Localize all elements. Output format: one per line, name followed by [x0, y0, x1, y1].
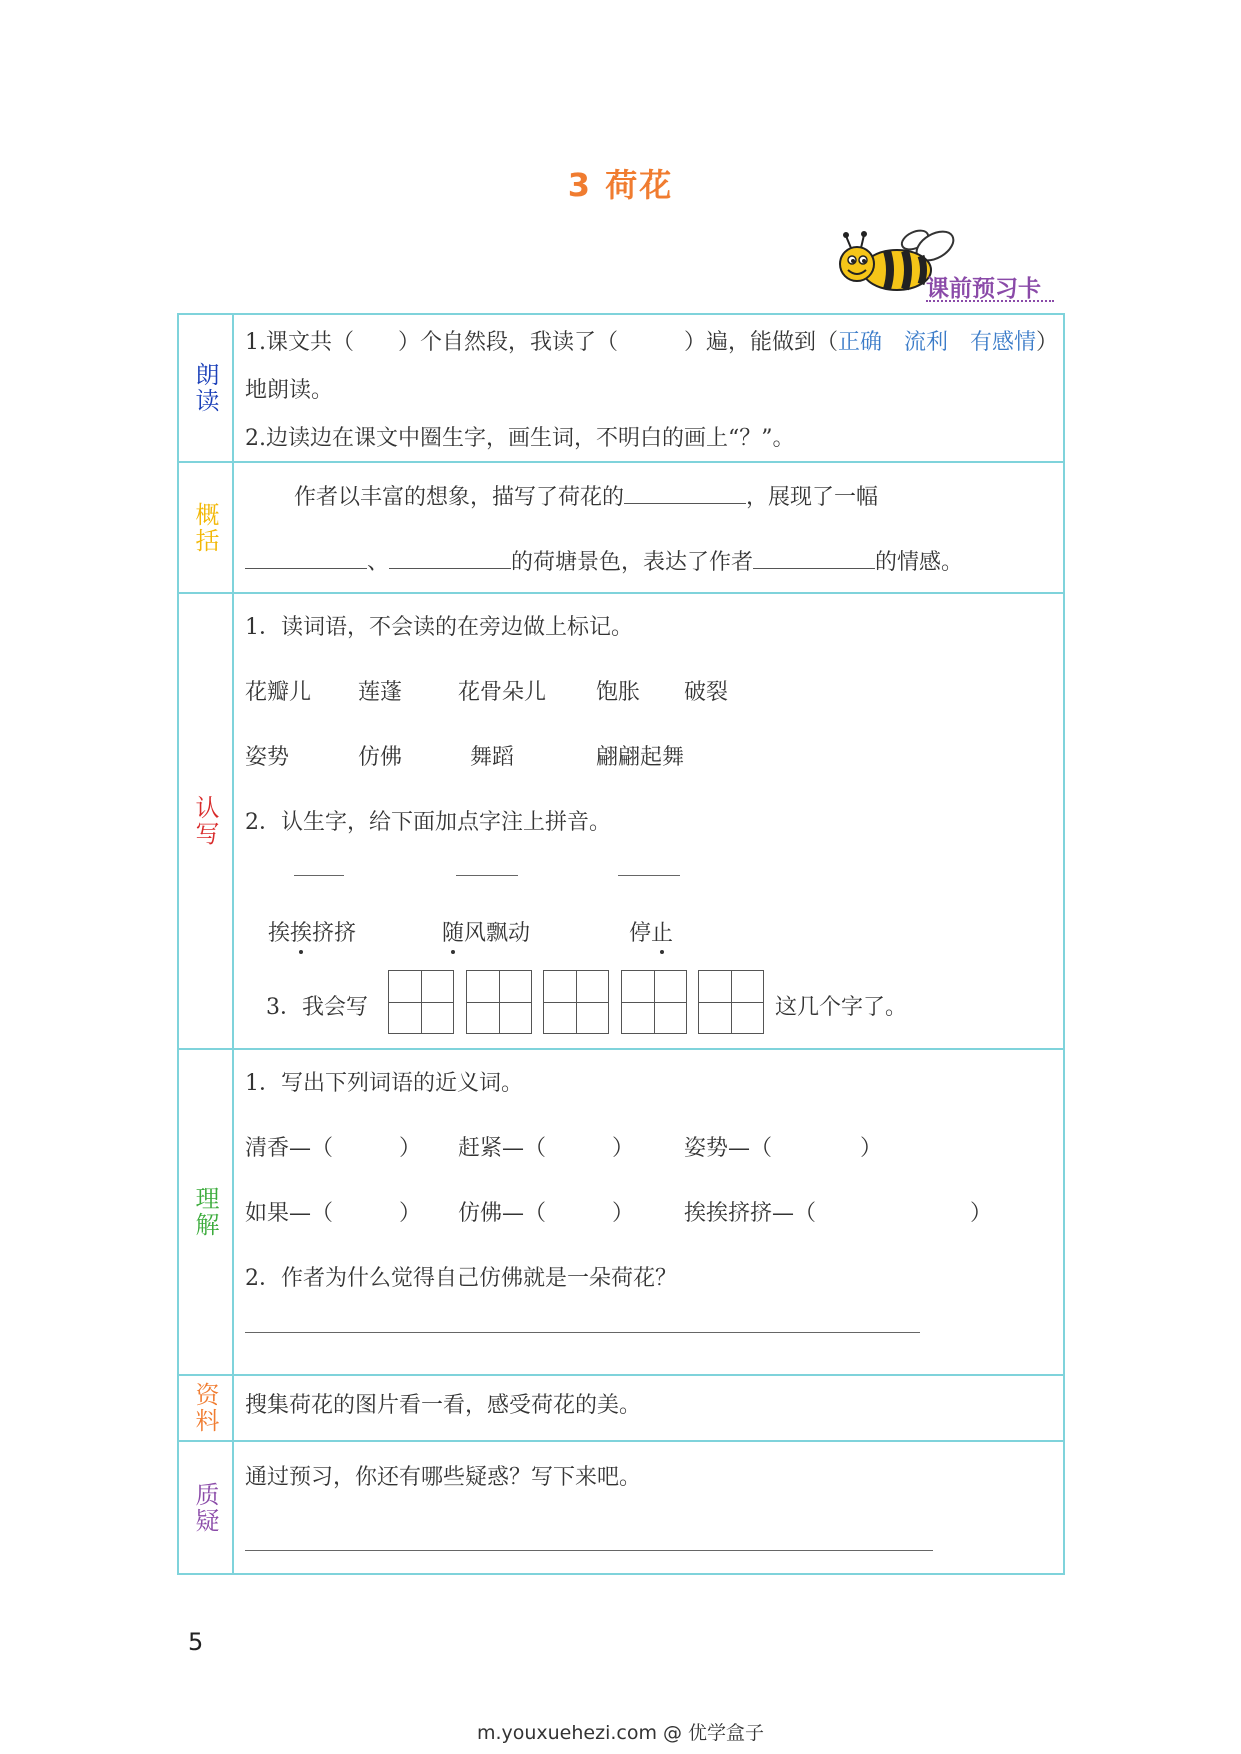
section-label-questions: 质疑 — [179, 1442, 234, 1573]
section-read-write — [179, 594, 1063, 1050]
word: 花瓣儿 — [245, 680, 312, 705]
writing-grid[interactable] — [543, 970, 609, 1034]
writing-grid[interactable] — [466, 970, 532, 1034]
section-content-questions — [234, 1442, 1063, 1573]
question-3-end: 这几个字了。 — [775, 995, 908, 1020]
synonym-item: 挨挨挤挤—（ ） — [684, 1201, 993, 1226]
section-label-read-write: 认写 — [179, 594, 234, 1048]
word: 饱胀 — [596, 680, 641, 705]
section-label-materials: 资料 — [179, 1376, 234, 1440]
word: 莲蓬 — [358, 680, 403, 705]
section-content-materials — [234, 1376, 1063, 1440]
question-1: 1．读词语，不会读的在旁边做上标记。 — [245, 615, 633, 640]
questions-text: 通过预习，你还有哪些疑惑？写下来吧。 — [245, 1465, 642, 1490]
badge-underline — [926, 300, 1054, 302]
blank-line[interactable] — [624, 485, 746, 504]
question-2: 2．作者为什么觉得自己仿佛就是一朵荷花？ — [245, 1266, 677, 1291]
word: 姿势 — [245, 745, 290, 770]
section-summary — [179, 463, 1063, 594]
blank-line[interactable] — [389, 550, 511, 569]
reading-line-3: 2.边读边在课文中圈生字，画生词，不明白的画上“？”。 — [245, 426, 795, 451]
section-content-reading — [234, 315, 1063, 461]
badge-text: 课前预习卡 — [926, 276, 1041, 302]
materials-text: 搜集荷花的图片看一看，感受荷花的美。 — [245, 1393, 642, 1418]
word: 翩翩起舞 — [596, 745, 685, 770]
writing-grid[interactable] — [621, 970, 687, 1034]
section-content-understanding — [234, 1050, 1063, 1374]
section-materials — [179, 1376, 1063, 1442]
blank-line[interactable] — [245, 550, 367, 569]
section-questions — [179, 1442, 1063, 1573]
word: 舞蹈 — [470, 745, 515, 770]
pinyin-blank[interactable] — [456, 875, 518, 876]
writing-grid[interactable] — [698, 970, 764, 1034]
section-content-read-write — [234, 594, 1063, 1048]
section-label-reading: 朗读 — [179, 315, 234, 461]
summary-line-2: 、 的荷塘景色，表达了作者 的情感。 — [245, 545, 963, 576]
synonym-item: 如果—（ ） — [245, 1201, 422, 1226]
page-title: 3 荷花 — [567, 166, 674, 204]
answer-line[interactable] — [245, 1332, 920, 1333]
synonym-item: 清香—（ ） — [245, 1136, 422, 1161]
reading-line-1: 1.课文共（ ）个自然段，我读了（ ）遍，能做到（正确 流利 有感情） — [245, 330, 1059, 355]
word: 破裂 — [684, 680, 729, 705]
page-number: 5 — [188, 1628, 204, 1656]
dotted-word: 随风飘动 — [442, 921, 531, 946]
dotted-word: 挨挨挤挤 — [268, 921, 357, 946]
writing-grid[interactable] — [388, 970, 454, 1034]
word: 仿佛 — [358, 745, 403, 770]
section-label-summary: 概括 — [179, 463, 234, 592]
word: 花骨朵儿 — [458, 680, 547, 705]
section-reading — [179, 315, 1063, 463]
synonym-item: 赶紧—（ ） — [458, 1136, 635, 1161]
dotted-word: 停止 — [629, 921, 674, 946]
pinyin-blank[interactable] — [618, 875, 680, 876]
blank-line[interactable] — [753, 550, 875, 569]
section-understanding — [179, 1050, 1063, 1376]
reading-line-2: 地朗读。 — [245, 378, 334, 403]
question-3: 3．我会写 — [266, 995, 368, 1020]
answer-line[interactable] — [245, 1550, 933, 1551]
question-1: 1．写出下列词语的近义词。 — [245, 1071, 523, 1096]
question-2: 2．认生字，给下面加点字注上拼音。 — [245, 810, 611, 835]
section-content-summary — [234, 463, 1063, 592]
section-label-understanding: 理解 — [179, 1050, 234, 1374]
footer-source: m.youxuehezi.com @ 优学盒子 — [476, 1722, 765, 1744]
preview-card — [177, 313, 1065, 1575]
summary-line-1: 作者以丰富的想象，描写了荷花的 ，展现了一幅 — [294, 485, 879, 510]
synonym-item: 姿势—（ ） — [684, 1136, 883, 1161]
synonym-item: 仿佛—（ ） — [458, 1201, 635, 1226]
pinyin-blank[interactable] — [294, 875, 344, 876]
